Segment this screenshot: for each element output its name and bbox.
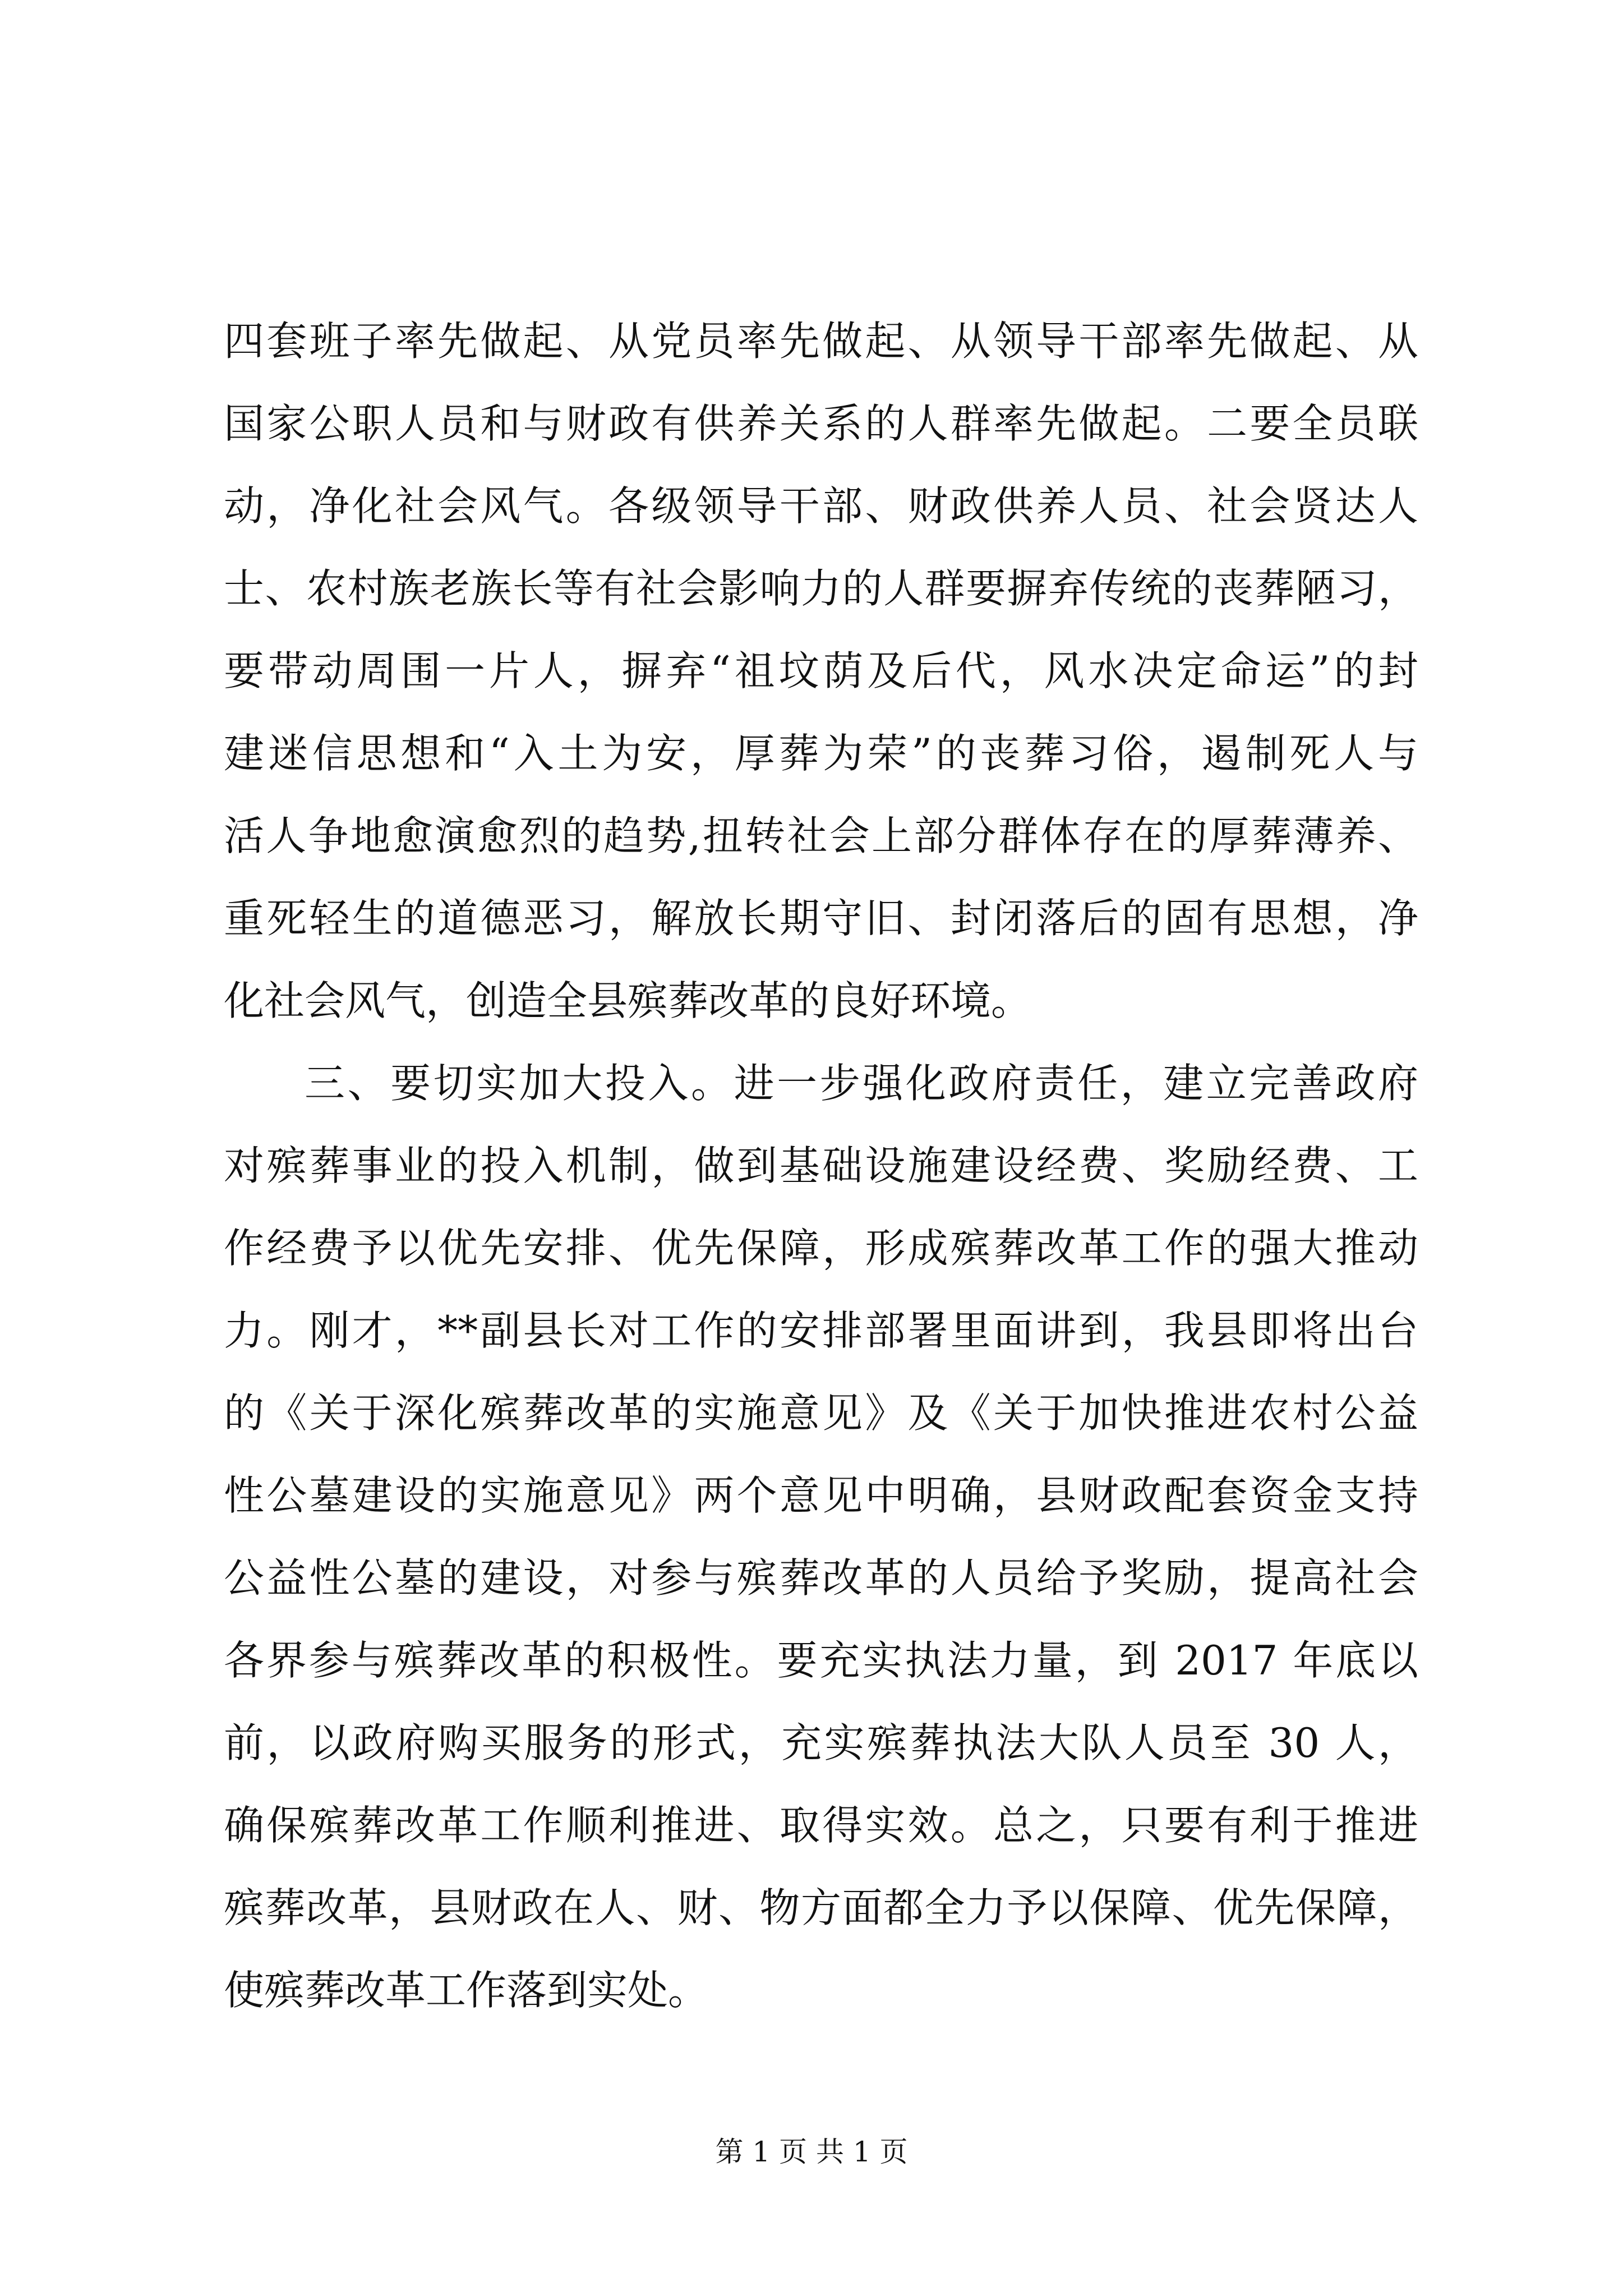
text-line: 建迷信思想和“入土为安，厚葬为荣”的丧葬习俗，遏制死人与 bbox=[224, 730, 1418, 777]
text-line: 动，净化社会风气。各级领导干部、财政供养人员、社会贤达人 bbox=[224, 482, 1418, 530]
text-line: 士、农村族老族长等有社会影响力的人群要摒弃传统的丧葬陋习， bbox=[224, 565, 1418, 612]
text-line: 国家公职人员和与财政有供养关系的人群率先做起。二要全员联 bbox=[224, 400, 1418, 447]
paragraph bbox=[224, 1042, 1418, 2032]
text-line: 重死轻生的道德恶习，解放长期守旧、封闭落后的固有思想，净 bbox=[224, 895, 1418, 942]
text-line: 使殡葬改革工作落到实处。 bbox=[224, 1967, 709, 2014]
paragraph bbox=[224, 300, 1418, 1042]
text-line: 前，以政府购买服务的形式，充实殡葬执法大队人员至 30 人， bbox=[224, 1719, 1418, 1766]
page-footer: 第 1 页 共 1 页 bbox=[715, 2136, 908, 2168]
text-line: 殡葬改革，县财政在人、财、物方面都全力予以保障、优先保障， bbox=[224, 1884, 1418, 1931]
text-line: 力。刚才，**副县长对工作的安排部署里面讲到，我县即将出台 bbox=[224, 1307, 1418, 1354]
text-line: 活人争地愈演愈烈的趋势,扭转社会上部分群体存在的厚葬薄养、 bbox=[224, 812, 1418, 859]
text-line: 的《关于深化殡葬改革的实施意见》及《关于加快推进农村公益 bbox=[224, 1389, 1418, 1437]
text-line: 要带动周围一片人，摒弃“祖坟荫及后代，风水决定命运”的封 bbox=[224, 647, 1418, 694]
text-line: 对殡葬事业的投入机制，做到基础设施建设经费、奖励经费、工 bbox=[224, 1142, 1418, 1189]
body-text bbox=[224, 300, 1418, 2032]
text-line: 各界参与殡葬改革的积极性。要充实执法力量，到 2017 年底以 bbox=[224, 1637, 1418, 1684]
text-line: 三、要切实加大投入。进一步强化政府责任，建立完善政府 bbox=[305, 1060, 1418, 1107]
text-line: 确保殡葬改革工作顺利推进、取得实效。总之，只要有利于推进 bbox=[224, 1802, 1418, 1849]
text-line: 性公墓建设的实施意见》两个意见中明确，县财政配套资金支持 bbox=[224, 1472, 1418, 1519]
text-line: 四套班子率先做起、从党员率先做起、从领导干部率先做起、从 bbox=[224, 318, 1418, 365]
text-line: 作经费予以优先安排、优先保障，形成殡葬改革工作的强大推动 bbox=[224, 1225, 1418, 1272]
text-line: 公益性公墓的建设，对参与殡葬改革的人员给予奖励，提高社会 bbox=[224, 1554, 1418, 1602]
text-line: 化社会风气，创造全县殡葬改革的良好环境。 bbox=[224, 977, 1032, 1024]
